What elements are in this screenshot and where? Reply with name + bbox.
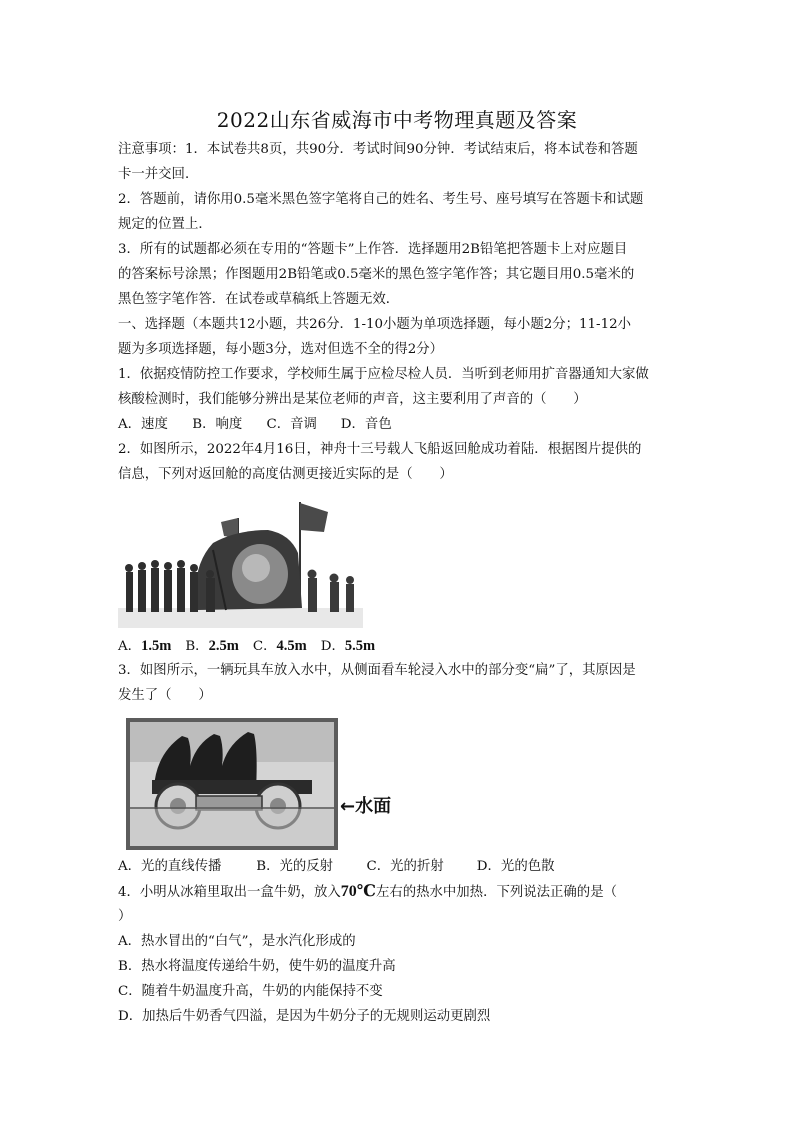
q4-option-b: B．热水将温度传递给牛奶，使牛奶的温度升高 bbox=[118, 959, 396, 974]
q1-option-d: D．音色 bbox=[340, 417, 392, 432]
q2-option-a-letter: A． bbox=[118, 639, 142, 654]
toy-car-in-water-photo bbox=[126, 718, 338, 850]
q4-temperature: 70℃ bbox=[340, 883, 376, 900]
notice-line-7: 黑色签字笔作答．在试卷或草稿纸上答题无效． bbox=[118, 292, 400, 307]
q2-stem-line-1: 2．如图所示，2022年4月16日，神舟十三号载人飞船返回舱成功着陆．根据图片提供的 bbox=[118, 442, 642, 457]
q1-stem-line-1: 1．依据疫情防控工作要求，学校师生属于应检尽检人员．当听到老师用扩音器通知大家做 bbox=[118, 367, 649, 382]
q1-option-a: A．速度 bbox=[118, 417, 168, 432]
return-capsule-photo bbox=[118, 498, 363, 628]
q2-options bbox=[118, 637, 375, 656]
q3-options bbox=[118, 858, 555, 876]
q2-option-d-letter: D． bbox=[320, 639, 345, 654]
q3-stem-line-2: 发生了（ ） bbox=[118, 688, 212, 703]
q4-stem-line-1 bbox=[118, 883, 617, 902]
q1-options bbox=[118, 416, 392, 434]
q4-stem-line-2: ） bbox=[118, 909, 132, 924]
page-title: 2022山东省威海市中考物理真题及答案 bbox=[216, 108, 578, 132]
section-header-line-2: 题为多项选择题，每小题3分，选对但选不全的得2分） bbox=[118, 342, 444, 357]
q1-option-b: B．响度 bbox=[192, 417, 243, 432]
notice-line-3: 2．答题前，请你用0.5毫米黑色签字笔将自己的姓名、考生号、座号填写在答题卡和试题 bbox=[118, 192, 644, 207]
q2-option-b-value: 2.5m bbox=[208, 638, 239, 654]
q4-option-a: A．热水冒出的“白气”，是水汽化形成的 bbox=[118, 934, 356, 949]
water-surface-label: ←水面 bbox=[340, 796, 392, 817]
q3-option-d: D．光的色散 bbox=[476, 859, 555, 874]
notice-line-2: 卡一并交回． bbox=[118, 167, 199, 182]
q4-option-c: C．随着牛奶温度升高，牛奶的内能保持不变 bbox=[118, 984, 383, 999]
q2-option-d-value: 5.5m bbox=[344, 638, 376, 654]
q2-option-c-letter: C． bbox=[252, 639, 277, 654]
q2-stem-line-2: 信息，下列对返回舱的高度估测更接近实际的是（ ） bbox=[118, 467, 453, 482]
q3-option-b: B．光的反射 bbox=[256, 859, 334, 874]
q3-option-a: A．光的直线传播 bbox=[118, 859, 222, 874]
q4-option-d: D．加热后牛奶香气四溢，是因为牛奶分子的无规则运动更剧烈 bbox=[118, 1009, 491, 1024]
q2-option-c-value: 4.5m bbox=[276, 638, 307, 654]
q1-stem-line-2: 核酸检测时，我们能够分辨出是某位老师的声音，这主要利用了声音的（ ） bbox=[118, 392, 587, 407]
q3-stem-line-1: 3．如图所示，一辆玩具车放入水中，从侧面看车轮浸入水中的部分变“扁”了，其原因是 bbox=[118, 663, 636, 678]
q4-stem-suffix: 左右的热水中加热．下列说法正确的是（ bbox=[375, 885, 617, 900]
q2-option-b-letter: B． bbox=[185, 639, 209, 654]
section-header-line-1: 一、选择题（本题共12小题，共26分．1-10小题为单项选择题，每小题2分；11-12小 bbox=[118, 317, 631, 332]
notice-line-5: 3．所有的试题都必须在专用的“答题卡”上作答．选择题用2B铅笔把答题卡上对应题目 bbox=[118, 242, 628, 257]
q2-option-a-value: 1.5m bbox=[141, 638, 172, 654]
q3-option-c: C．光的折射 bbox=[366, 859, 444, 874]
q4-stem-prefix: 4．小明从冰箱里取出一盒牛奶，放入 bbox=[118, 885, 341, 900]
notice-line-1: 注意事项：1．本试卷共8页，共90分．考试时间90分钟．考试结束后，将本试卷和答题 bbox=[118, 142, 638, 157]
q1-option-c: C．音调 bbox=[266, 417, 317, 432]
notice-line-6: 的答案标号涂黑；作图题用2B铅笔或0.5毫米的黑色签字笔作答；其它题目用0.5毫米的 bbox=[118, 267, 635, 282]
notice-line-4: 规定的位置上． bbox=[118, 217, 212, 232]
